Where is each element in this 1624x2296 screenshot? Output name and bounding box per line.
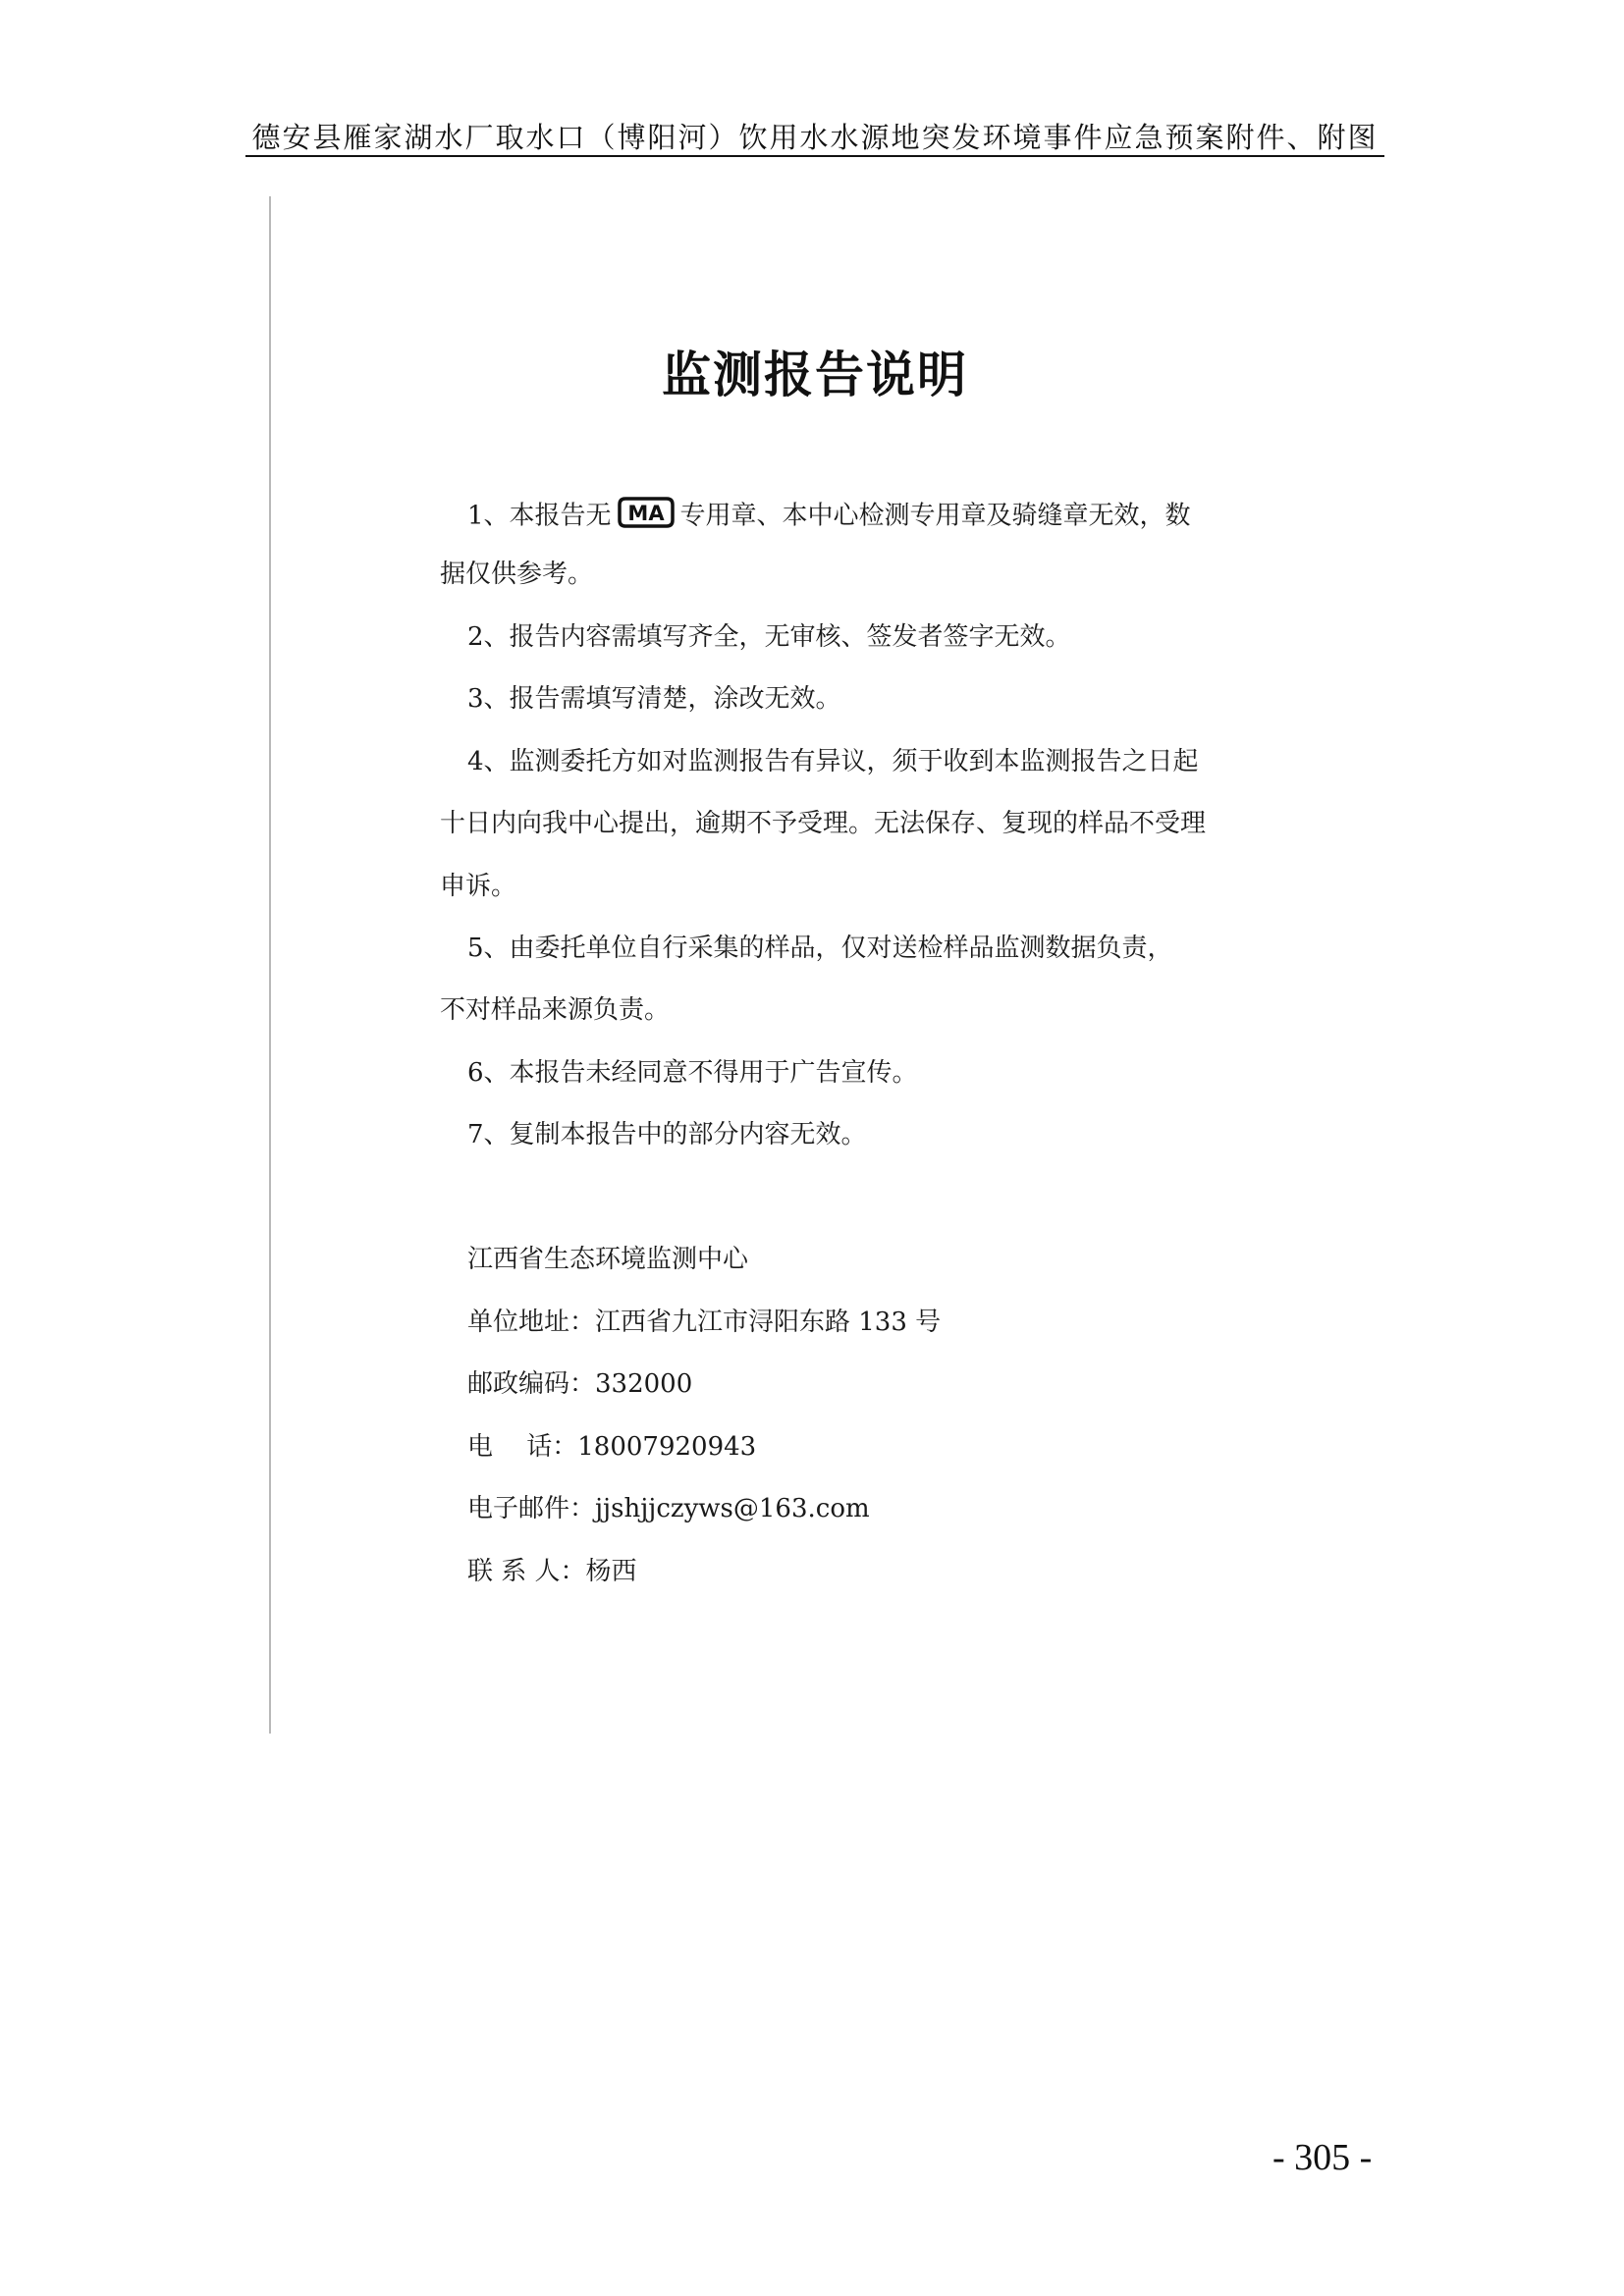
contact-phone: 电 话：18007920943: [467, 1432, 757, 1462]
item-4-line-1: 4、监测委托方如对监测报告有异议，须于收到本监测报告之日起: [467, 747, 1199, 776]
item-1-line-1: [467, 496, 1191, 538]
item-3: 3、报告需填写清楚，涂改无效。: [467, 684, 841, 714]
item-1-text-before-mark: 1、本报告无: [467, 501, 612, 531]
item-5-line-1: 5、由委托单位自行采集的样品，仅对送检样品监测数据负责，: [467, 934, 1173, 963]
item-1-line-2: 据仅供参考。: [440, 560, 594, 589]
ma-mark-label: MA: [626, 502, 665, 525]
contact-postcode: 邮政编码：332000: [467, 1369, 693, 1399]
ma-certification-mark: [618, 496, 675, 538]
page-number: - 305 -: [1272, 2137, 1373, 2178]
document-title: 监测报告说明: [662, 347, 968, 403]
item-7: 7、复制本报告中的部分内容无效。: [467, 1120, 867, 1149]
item-1-text-after-mark: 专用章、本中心检测专用章及骑缝章无效，数: [679, 501, 1191, 531]
contact-address: 单位地址：江西省九江市浔阳东路 133 号: [467, 1308, 942, 1337]
ma-mark-icon: [618, 496, 675, 529]
item-2: 2、报告内容需填写齐全，无审核、签发者签字无效。: [467, 622, 1071, 652]
item-4-line-3: 申诉。: [440, 872, 517, 901]
item-5-line-2: 不对样品来源负责。: [440, 995, 671, 1025]
item-4-line-2: 十日内向我中心提出，逾期不予受理。无法保存、复现的样品不受理: [440, 809, 1207, 838]
contact-person: 联 系 人：杨西: [467, 1557, 637, 1586]
contact-email: 电子邮件：jjshjjczyws@163.com: [467, 1494, 870, 1523]
header-rule: [245, 155, 1384, 157]
scan-edge-line: [269, 196, 271, 1734]
contact-org: 江西省生态环境监测中心: [467, 1245, 749, 1274]
running-header: 德安县雁家湖水厂取水口（博阳河）饮用水水源地突发环境事件应急预案附件、附图: [251, 121, 1379, 154]
item-6: 6、本报告未经同意不得用于广告宣传。: [467, 1058, 918, 1088]
